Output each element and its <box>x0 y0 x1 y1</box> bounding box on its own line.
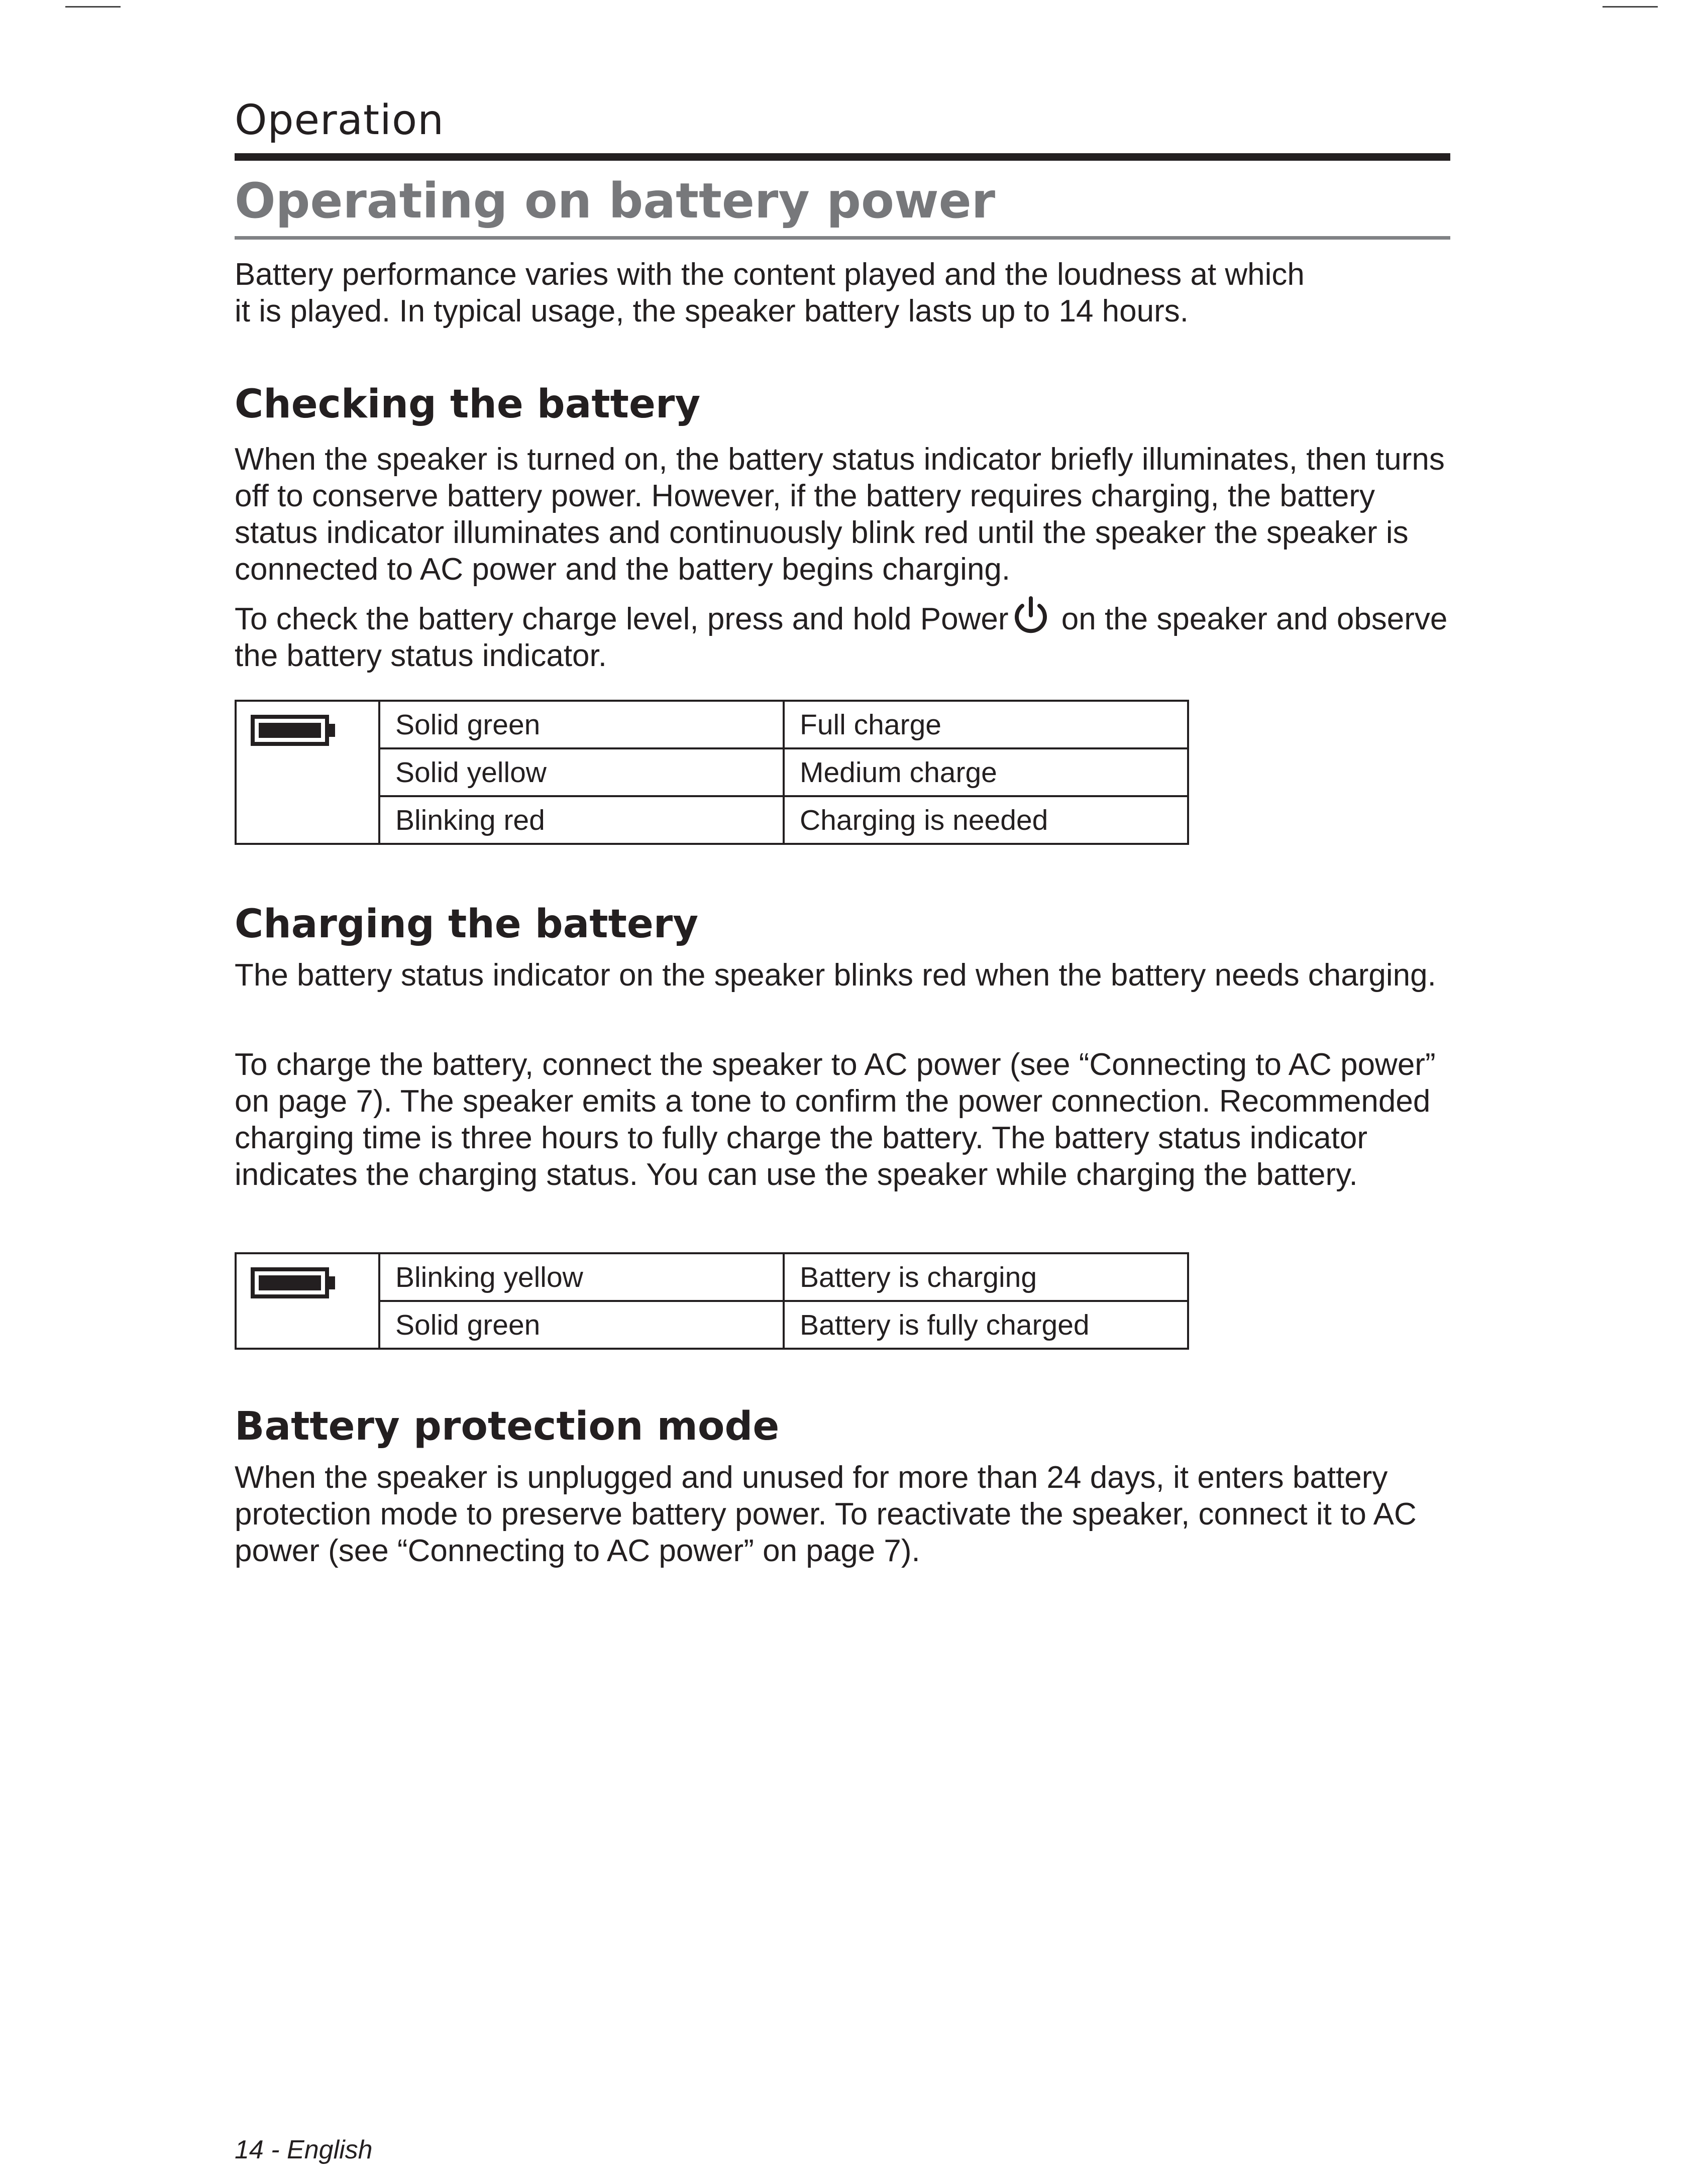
table-cell-state: Blinking red <box>379 796 784 844</box>
section-label: Operation <box>235 96 445 144</box>
charging-status-table <box>235 1252 1189 1350</box>
protection-heading: Battery protection mode <box>235 1404 780 1449</box>
table-cell-meaning: Charging is needed <box>784 796 1188 844</box>
page-footer: 14 - English <box>235 2135 373 2164</box>
intro-line-2: it is played. In typical usage, the speaker battery lasts up to 14 hours. <box>235 294 1189 329</box>
checking-heading: Checking the battery <box>235 382 701 427</box>
intro-line-1: Battery performance varies with the content played and the loudness at which <box>235 257 1305 292</box>
table-cell-meaning: Battery is charging <box>784 1253 1188 1301</box>
power-icon <box>1012 596 1050 636</box>
table-cell-meaning: Battery is fully charged <box>784 1301 1188 1349</box>
section-rule <box>235 153 1450 161</box>
table-row <box>236 701 1188 748</box>
checking-paragraph-2 <box>235 596 1450 674</box>
battery-icon-cell <box>236 701 379 844</box>
checking-paragraph-1: When the speaker is turned on, the battery status indicator briefly illuminates, then turns off to conserve battery power. However, if the battery requires charging, the battery status indicator illuminates and continuously blink red until the speaker the speaker is connected to AC power and the battery begins charging. <box>235 442 1445 587</box>
charging-paragraph-2: To charge the battery, connect the speaker to AC power (see “Connecting to AC power” on page 7). The speaker emits a tone to confirm the power connection. Recommended charging time is three hours to fully charge the battery. The battery status indicator indicates the charging status. You can use the speaker while charging the battery. <box>235 1047 1436 1192</box>
title-rule <box>235 236 1450 240</box>
charging-paragraph-1: The battery status indicator on the speaker blinks red when the battery needs charging. <box>235 958 1436 993</box>
page-title: Operating on battery power <box>235 173 996 229</box>
table-cell-meaning: Full charge <box>784 701 1188 748</box>
table-cell-meaning: Medium charge <box>784 748 1188 796</box>
protection-paragraph: When the speaker is unplugged and unused for more than 24 days, it enters battery protection mode to preserve battery power. To reactivate the speaker, connect it to AC power (see “Connecting to AC power” on page 7). <box>235 1460 1417 1568</box>
table-cell-state: Solid yellow <box>379 748 784 796</box>
battery-level-table <box>235 700 1189 845</box>
checking-paragraph-2-end: on the speaker and observe the battery status indicator. <box>235 602 1448 673</box>
table-cell-state: Solid green <box>379 701 784 748</box>
crop-mark-left <box>65 6 121 8</box>
table-cell-state: Solid green <box>379 1301 784 1349</box>
battery-icon <box>251 1267 336 1298</box>
crop-mark-right <box>1603 6 1658 8</box>
table-cell-state: Blinking yellow <box>379 1253 784 1301</box>
intro-paragraph <box>235 256 1450 330</box>
battery-icon <box>251 715 336 746</box>
charging-heading: Charging the battery <box>235 902 699 947</box>
battery-icon-cell <box>236 1253 379 1349</box>
table-row <box>236 1253 1188 1301</box>
checking-paragraph-2-start: To check the battery charge level, press and hold Power <box>235 602 1009 636</box>
